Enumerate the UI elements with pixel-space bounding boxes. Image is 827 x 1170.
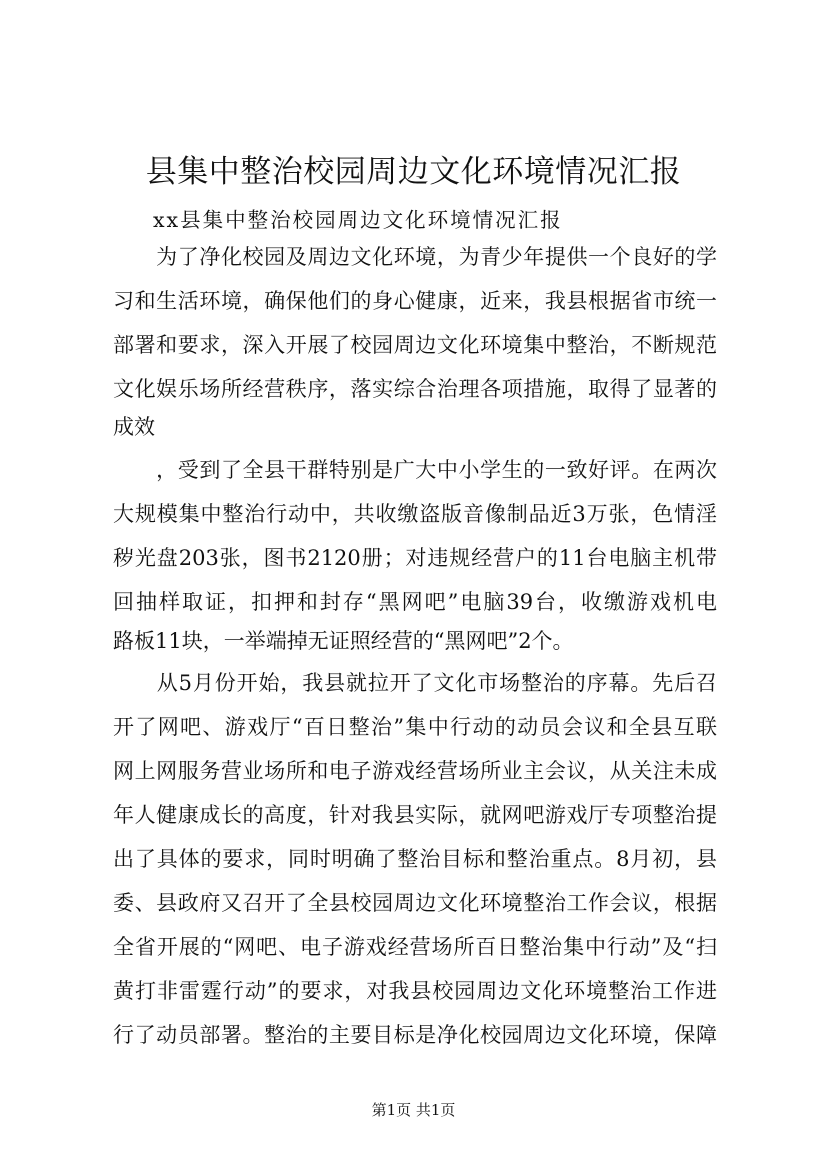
body-line: ，受到了全县干群特别是广大中小学生的一致好评。在两次: [113, 458, 717, 482]
body-line: 黄打非雷霆行动”的要求，对我县校园周边文化环境整治工作进: [113, 979, 717, 1003]
body-line: 网上网服务营业场所和电子游戏经营场所业主会议，从关注未成: [113, 759, 717, 783]
document-title: 县集中整治校园周边文化环境情况汇报: [145, 154, 682, 190]
body-line: 从5月份开始，我县就拉开了文化市场整治的序幕。先后召: [113, 671, 717, 695]
body-line: 秽光盘203张，图书2120册；对违规经营户的11台电脑主机带: [113, 546, 717, 570]
body-line: 开了网吧、游戏厅“百日整治”集中行动的动员会议和全县互联: [113, 715, 717, 739]
body-line: 行了动员部署。整治的主要目标是净化校园周边文化环境，保障: [113, 1023, 717, 1047]
body-line: 路板11块，一举端掉无证照经营的“黑网吧”2个。: [113, 629, 574, 653]
body-line: 成效: [113, 415, 155, 439]
body-line: 习和生活环境，确保他们的身心健康，近来，我县根据省市统一: [113, 289, 717, 313]
body-line: 年人健康成长的高度，针对我县实际，就网吧游戏厅专项整治提: [113, 803, 717, 827]
body-line: 回抽样取证，扣押和封存“黑网吧”电脑39台，收缴游戏机电: [113, 590, 717, 614]
page-footer: 第1页 共1页: [371, 1101, 456, 1119]
body-line: 委、县政府又召开了全县校园周边文化环境整治工作会议，根据: [113, 891, 717, 915]
body-line: 为了净化校园及周边文化环境，为青少年提供一个良好的学: [113, 245, 717, 269]
body-line: 全省开展的“网吧、电子游戏经营场所百日整治集中行动”及“扫: [113, 935, 717, 959]
body-line: 部署和要求，深入开展了校园周边文化环境集中整治，不断规范: [113, 333, 717, 357]
body-line: 文化娱乐场所经营秩序，落实综合治理各项措施，取得了显著的: [113, 377, 717, 401]
body-line: 大规模集中整治行动中，共收缴盗版音像制品近3万张，色情淫: [113, 502, 717, 526]
document-subtitle: xx县集中整治校园周边文化环境情况汇报: [153, 208, 563, 232]
body-line: 出了具体的要求，同时明确了整治目标和整治重点。8月初，县: [113, 847, 717, 871]
